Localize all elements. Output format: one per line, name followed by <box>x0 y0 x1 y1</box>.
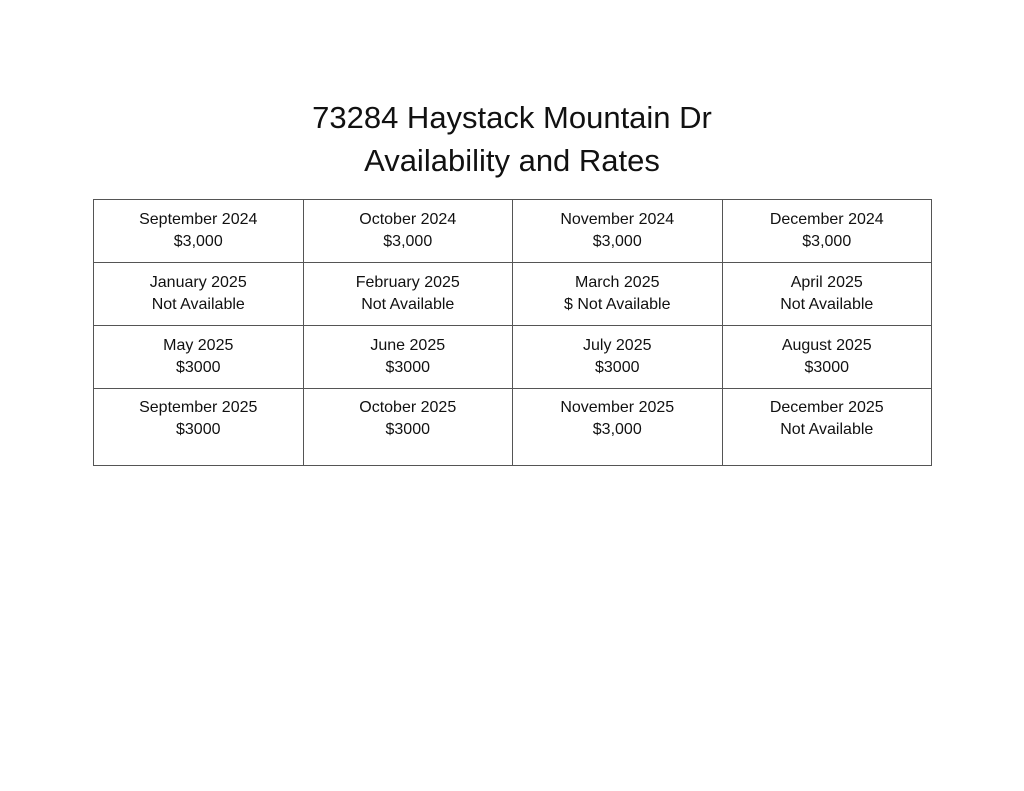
rate-value: $3000 <box>804 359 849 376</box>
month-cell <box>513 263 723 326</box>
rate-value: Not Available <box>361 296 455 313</box>
month-cell <box>513 326 723 389</box>
table-row <box>94 200 932 263</box>
rate-value: Not Available <box>780 421 874 438</box>
month-cell <box>513 389 723 466</box>
month-label: October 2025 <box>359 399 457 416</box>
rate-value: $3000 <box>385 359 430 376</box>
month-cell <box>513 200 723 263</box>
table-row <box>94 389 932 466</box>
month-label: June 2025 <box>370 337 446 354</box>
month-cell <box>722 263 932 326</box>
rate-value: $3,000 <box>592 233 642 250</box>
month-cell <box>722 200 932 263</box>
month-cell <box>94 389 304 466</box>
rate-value: $3,000 <box>173 233 223 250</box>
rate-value: $3,000 <box>383 233 433 250</box>
month-cell <box>303 389 513 466</box>
rate-value: Not Available <box>780 296 874 313</box>
rate-value: $3000 <box>176 359 221 376</box>
month-label: August 2025 <box>781 337 872 354</box>
rate-value: $3000 <box>595 359 640 376</box>
month-label: December 2024 <box>769 211 884 228</box>
availability-table <box>93 199 932 466</box>
month-label: November 2024 <box>560 211 675 228</box>
property-address: 73284 Haystack Mountain Dr <box>312 100 712 135</box>
table-row <box>94 326 932 389</box>
month-cell <box>722 326 932 389</box>
month-cell <box>303 263 513 326</box>
rate-value: Not Available <box>151 296 245 313</box>
month-label: September 2024 <box>139 211 258 228</box>
month-cell <box>303 200 513 263</box>
month-label: September 2025 <box>139 399 258 416</box>
page-subtitle: Availability and Rates <box>364 143 660 178</box>
month-label: March 2025 <box>575 274 660 291</box>
month-label: February 2025 <box>355 274 460 291</box>
month-label: January 2025 <box>149 274 247 291</box>
page-title <box>0 96 1024 182</box>
month-cell <box>303 326 513 389</box>
month-label: April 2025 <box>790 274 863 291</box>
month-label: October 2024 <box>359 211 457 228</box>
rate-value: $3,000 <box>592 421 642 438</box>
table-row <box>94 263 932 326</box>
rate-value: $ Not Available <box>564 296 671 313</box>
month-cell <box>94 200 304 263</box>
month-cell <box>94 263 304 326</box>
month-label: May 2025 <box>163 337 234 354</box>
month-cell <box>94 326 304 389</box>
month-label: December 2025 <box>769 399 884 416</box>
rate-value: $3000 <box>385 421 430 438</box>
rate-value: $3000 <box>176 421 221 438</box>
month-cell <box>722 389 932 466</box>
month-label: November 2025 <box>560 399 675 416</box>
month-label: July 2025 <box>583 337 652 354</box>
rate-value: $3,000 <box>802 233 852 250</box>
